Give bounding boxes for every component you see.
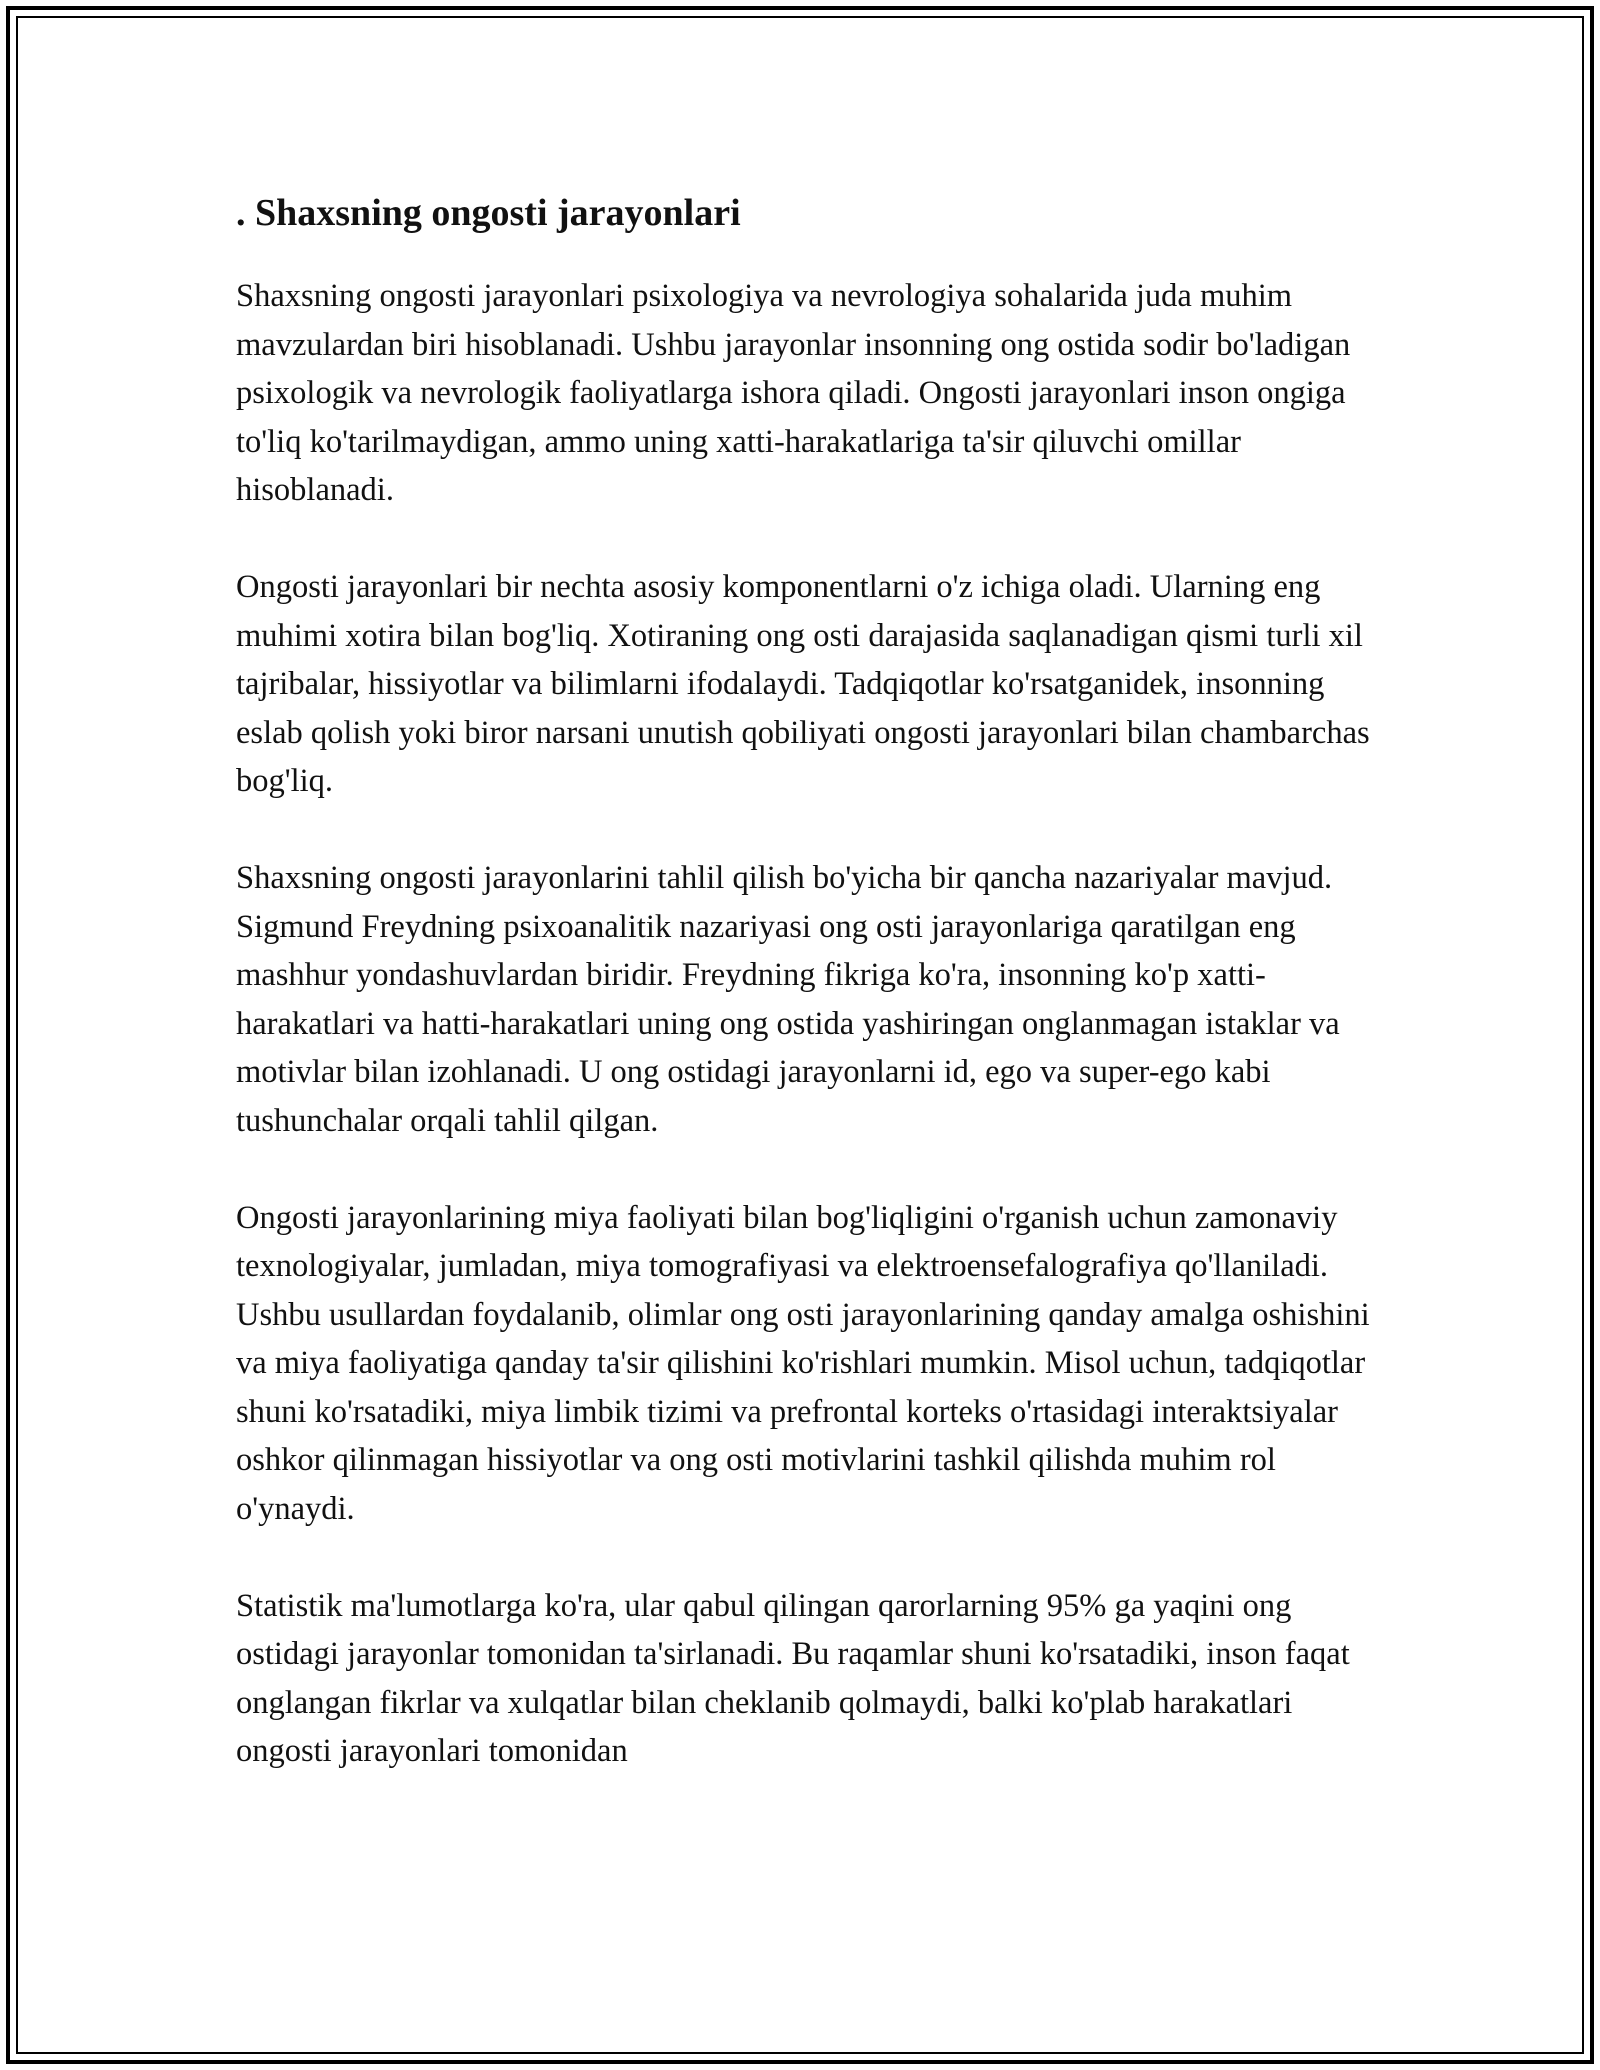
paragraph-3: Shaxsning ongosti jarayonlarini tahlil qilish bo'yicha bir qancha nazariyalar mavjud. Sigmund Freydning psixoanalitik nazariyasi ong osti jarayonlariga qaratilgan eng mashhur yondashuvlardan biridir. Freydning fikriga ko'ra, insonning ko'p xatti-harakatlari va hatti-harakatlari uning ong ostida yashiringan onglanmagan istaklar va motivlar bilan izohlanadi. U ong ostidagi jarayonlarni id, ego va super-ego kabi tushunchalar orqali tahlil qilgan.: [236, 860, 1340, 1139]
paragraph-5: Statistik ma'lumotlarga ko'ra, ular qabul qilingan qarorlarning 95% ga yaqini ong ostidagi jarayonlar tomonidan ta'sirlanadi. Bu raqamlar shuni ko'rsatadiki, inson faqat onglangan fikrlar va xulqatlar bilan cheklanib qolmaydi, balki ko'plab harakatlari ongosti jarayonlari tomonidan: [236, 1587, 1350, 1769]
document-body: [236, 186, 1376, 1824]
paragraph-4: Ongosti jarayonlarining miya faoliyati bilan bog'liqligini o'rganish uchun zamonaviy texnologiyalar, jumladan, miya tomografiyasi va elektroensefalografiya qo'llaniladi. Ushbu usullardan foydalanib, olimlar ong osti jarayonlarining qanday amalga oshishini va miya faoliyatiga qanday ta'sir qilishini ko'rishlari mumkin. Misol uchun, tadqiqotlar shuni ko'rsatadiki, miya limbik tizimi va prefrontal korteks o'rtasidagi interaktsiyalar oshkor qilinmagan hissiyotlar va ong osti motivlarini tashkil qilishda muhim rol o'ynaydi.: [236, 1199, 1370, 1527]
paragraph-2: Ongosti jarayonlari bir nechta asosiy komponentlarni o'z ichiga oladi. Ularning eng muhimi xotira bilan bog'liq. Xotiraning ong osti darajasida saqlanadigan qismi turli xil tajribalar, hissiyotlar va bilimlarni ifodalaydi. Tadqiqotlar ko'rsatganidek, insonning eslab qolish yoki biror narsani unutish qobiliyati ongosti jarayonlari bilan chambarchas bog'liq.: [236, 569, 1370, 799]
document-title: . Shaxsning ongosti jarayonlari: [236, 192, 741, 234]
paragraph-1: Shaxsning ongosti jarayonlari psixologiya va nevrologiya sohalarida juda muhim mavzulardan biri hisoblanadi. Ushbu jarayonlar insonning ong ostida sodir bo'ladigan psixologik va nevrologik faoliyatlarga ishora qiladi. Ongosti jarayonlari inson ongiga to'liq ko'tarilmaydigan, ammo uning xatti-harakatlariga ta'sir qiluvchi omillar hisoblanadi.: [236, 278, 1351, 508]
